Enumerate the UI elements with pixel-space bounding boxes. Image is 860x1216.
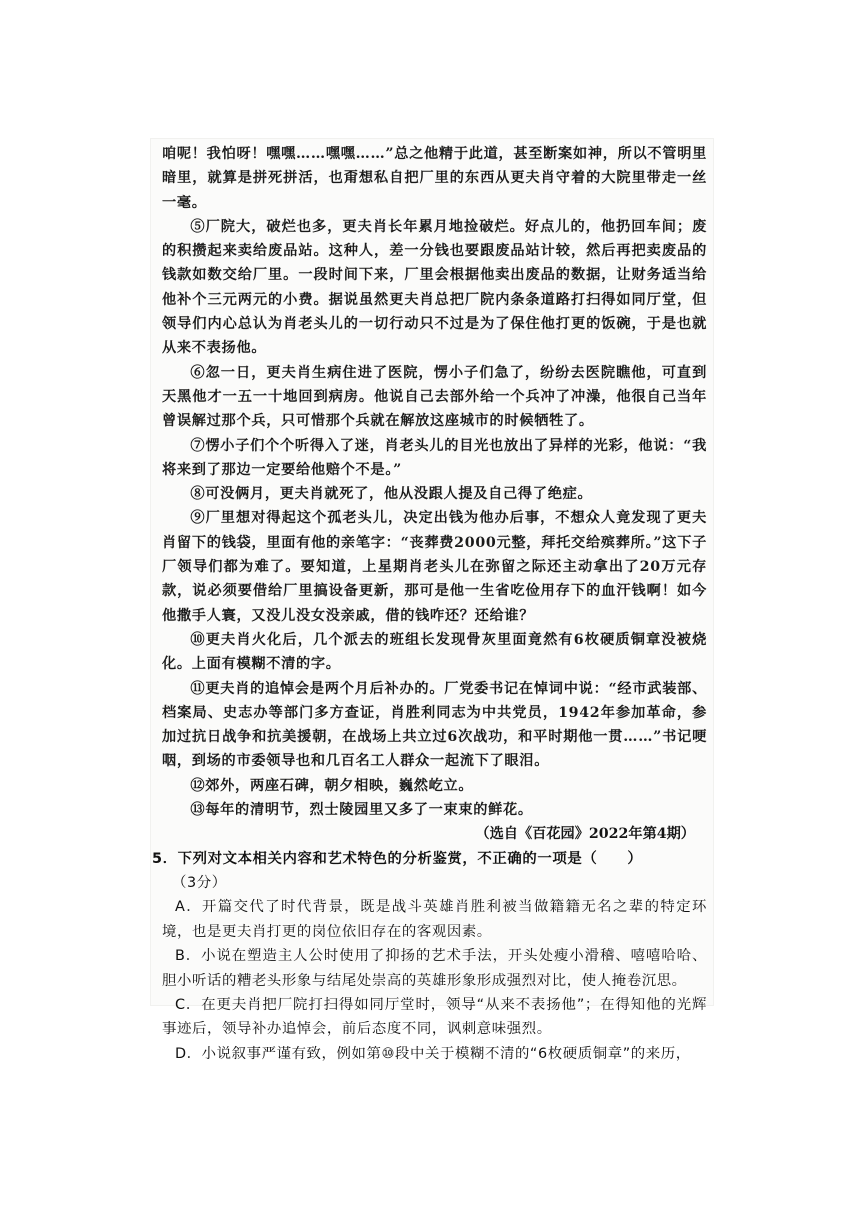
- option-d: D．小说叙事严谨有致，例如第⑩段中关于模糊不清的“6枚硬质铜章”的来历，: [174, 1045, 691, 1062]
- paragraph-10: ⑩更夫肖火化后，几个派去的班组长发现骨灰里面竟然有6枚硬质铜章没被烧化。上面有模糊不清的字。: [162, 631, 707, 673]
- paragraph-7: ⑦愣小子们个个听得入了迷，肖老头儿的目光也放出了异样的光彩，他说：“我将来到了那边一定要给他赔个不是。”: [162, 437, 707, 478]
- paragraph-11: ⑪更夫肖的追悼会是两个月后补办的。厂党委书记在悼词中说：“经市武装部、档案局、史志办等部门多方查证，肖胜利同志为中共党员，1942年参加革命，参加过抗日战争和抗美援朝，在战场上共立过6次战功，和平时期他一贯……”书记哽咽，到场的市委领导也和几百名工人群众一起流下了眼泪。: [162, 680, 707, 770]
- option-c: C．在更夫肖把厂院打扫得如同厅堂时，领导“从来不表扬他”；在得知他的光辉事迹后，领导补办追悼会，前后态度不同，讽刺意味强烈。: [162, 997, 707, 1038]
- paragraph-9: ⑨厂里想对得起这个孤老头儿，决定出钱为他办后事，不想众人竟发现了更夫肖留下的钱袋，里面有他的亲笔字：“丧葬费2000元整，拜托交给殡葬所。”这下子厂领导们都为难了。要知道，上星期肖老头儿在弥留之际还主动拿出了20万元存款，说必须要借给厂里搞设备更新，那可是他一生省吃俭用存下的血汗钱啊！如今他撒手人寰，又没儿没女没亲戚，借的钱咋还？还给谁？: [162, 510, 707, 624]
- paragraph-13: ⑬每年的清明节，烈士陵园里又多了一束束的鲜花。: [190, 802, 533, 819]
- source-citation: （选自《百花园》2022年第4期）: [475, 826, 695, 843]
- story-passage: [162, 142, 707, 847]
- option-b: B．小说在塑造主人公时使用了抑扬的艺术手法，开头处瘦小滑稽、嘻嘻哈哈、胆小听话的糟老头形象与结尾处崇高的英雄形象形成强烈对比，使人掩卷沉思。: [162, 948, 707, 989]
- paragraph-6: ⑥忽一日，更夫肖生病住进了医院，愣小子们急了，纷纷去医院瞧他，可直到天黑他才一五一十地回到病房。他说自己去部外给一个兵冲了冲澡，他很自己当年曾误解过那个兵，只可惜那个兵就在解放这座城市的时候牺牲了。: [162, 364, 707, 430]
- paragraph-continued: 咱呢！我怕呀！嘿嘿……嘿嘿……”总之他精于此道，甚至断案如神，所以不管明里暗里，就算是拼死拼活，也甭想私自把厂里的东西从更夫肖守着的大院里带走一丝一毫。: [162, 146, 707, 211]
- paragraph-12: ⑫郊外，两座石碑，朝夕相映，巍然屹立。: [190, 777, 474, 794]
- question-5: [152, 847, 707, 1067]
- paragraph-8: ⑧可没俩月，更夫肖就死了，他从没跟人提及自己得了绝症。: [190, 486, 593, 503]
- paragraph-5: ⑤厂院大，破烂也多，更夫肖长年累月地捡破烂。好点儿的，他扔回车间；废的积攒起来卖给废品站。这种人，差一分钱也要跟废品站计较，然后再把卖废品的钱款如数交给厂里。一段时间下来，厂里会根据他卖出废品的数据，让财务适当给他补个三元两元的小费。据说虽然更夫肖总把厂院内条条道路打扫得如同厅堂，但领导们内心总认为肖老头儿的一切行动只不过是为了保住他打更的饭碗，于是也就从来不表扬他。: [162, 218, 707, 357]
- question-score: （3分）: [172, 875, 227, 892]
- document-body: [152, 142, 707, 1066]
- question-stem: 5．下列对文本相关内容和艺术特色的分析鉴赏，不正确的一项是（ ）: [152, 850, 643, 867]
- option-a: A．开篇交代了时代背景，既是战斗英雄肖胜利被当做籍籍无名之辈的特定环境，也是更夫肖打更的岗位依旧存在的客观因素。: [162, 899, 707, 940]
